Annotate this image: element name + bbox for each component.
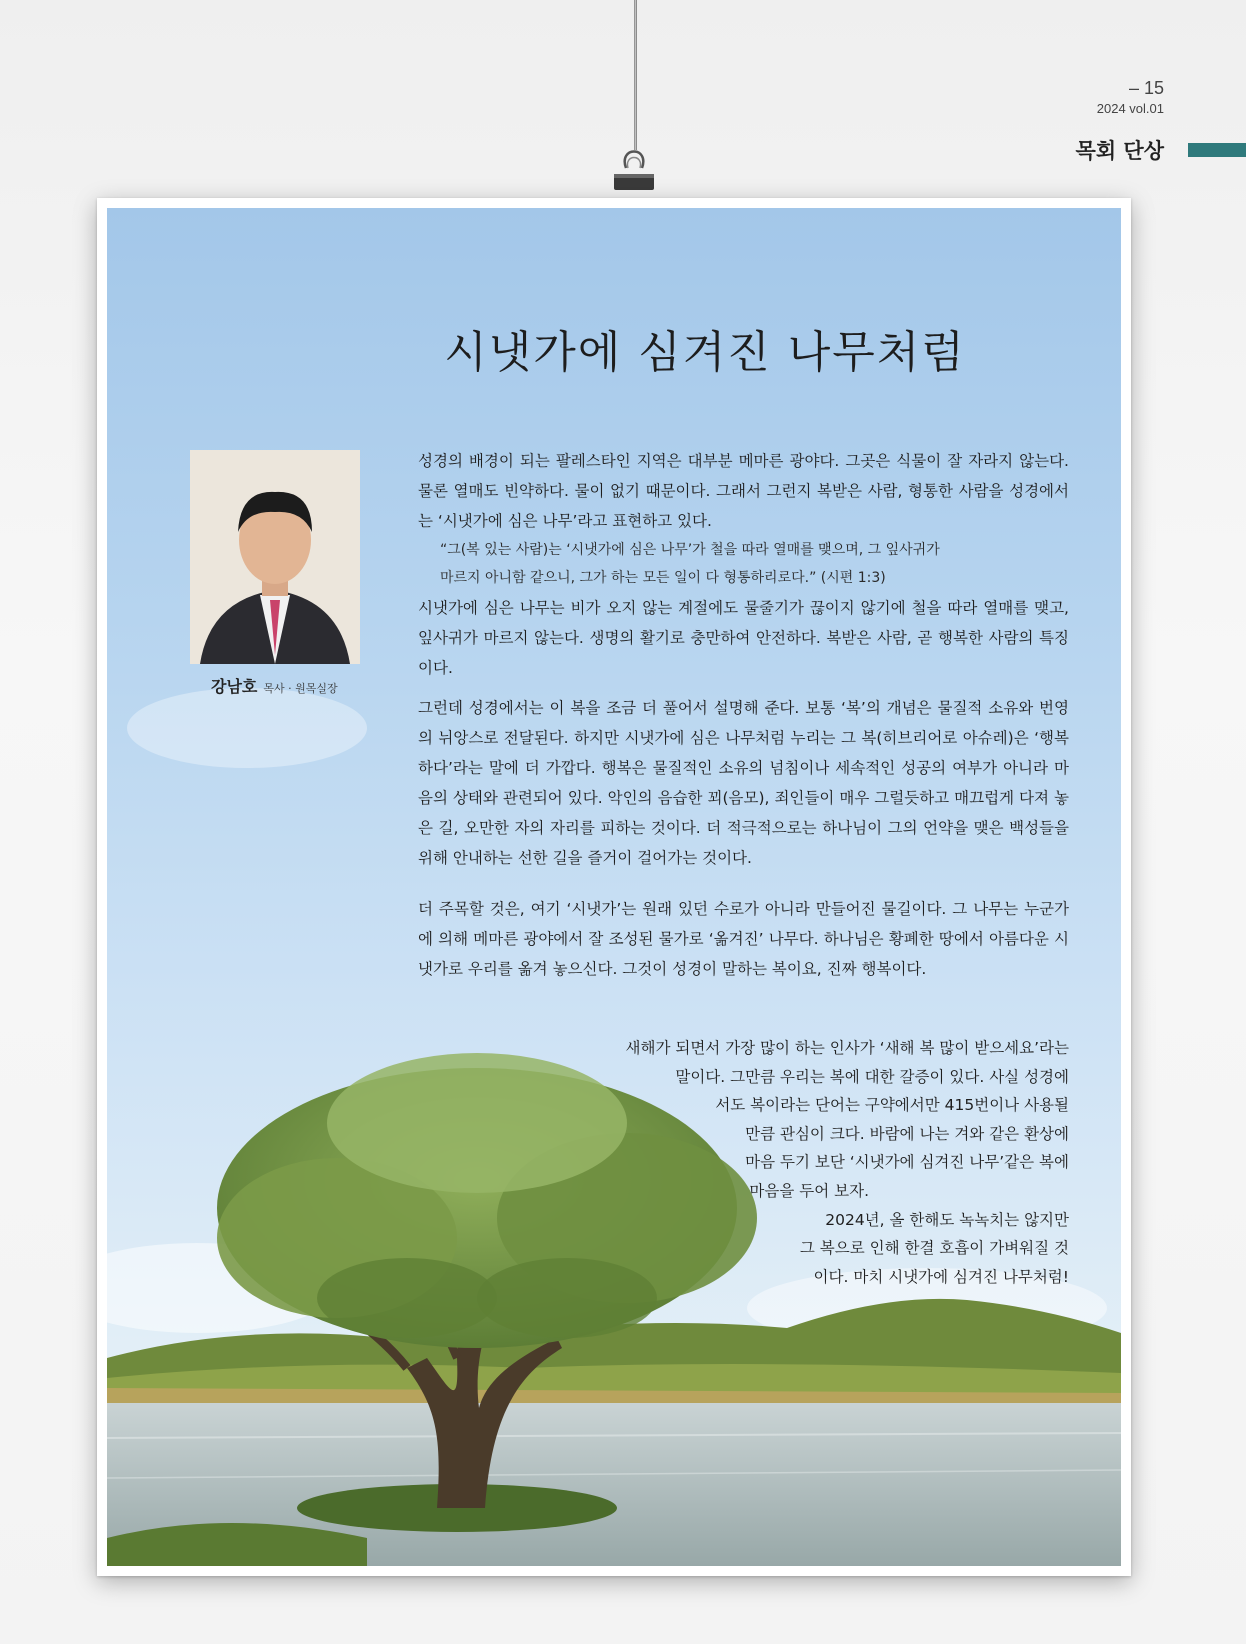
closing-line: 마음을 두어 보자. bbox=[749, 1181, 869, 1200]
author-name: 강남호 bbox=[211, 677, 258, 696]
closing-line: 새해가 되면서 가장 많이 하는 인사가 ‘새해 복 많이 받으세요’라는 bbox=[625, 1039, 1069, 1057]
author-caption bbox=[211, 674, 338, 697]
quote-line-1: “그(복 있는 사람)는 ‘시냇가에 심은 나무’가 철을 따라 열매를 맺으며, 그 잎사귀가 bbox=[440, 542, 940, 558]
closing-line: 그 복으로 인해 한결 호흡이 가벼워질 것 bbox=[799, 1239, 1069, 1258]
paragraph-3: 그런데 성경에서는 이 복을 조금 더 풀어서 설명해 준다. 보통 ‘복’의 개념은 물질적 소유와 번영의 뉘앙스로 전달된다. 하지만 시냇가에 심은 나무처럼 누리는 그 복(히브리어로 아슈레)은 ‘행복하다’라는 말에 더 가깝다. 행복은 물질적인 소유의 넘침이나 세속적인 성공의 여부가 아니라 마음의 상태와 관련되어 있다. 악인의 음습한 꾀(음모), 죄인들이 매우 그럴듯하고 매끄럽게 다져 놓은 길, 오만한 자의 자리를 피하는 것이다. 더 적극적으로는 하나님이 그의 언약을 맺은 백성들을 위해 안내하는 선한 길을 즐거이 걸어가는 것이다. bbox=[418, 699, 1069, 867]
section-accent-bar bbox=[1188, 143, 1246, 157]
author-photo bbox=[190, 450, 360, 664]
closing-line: 마음 두기 보단 ‘시냇가에 심겨진 나무’같은 복에 bbox=[745, 1153, 1069, 1172]
author-role: 목사 · 원목실장 bbox=[263, 682, 338, 695]
paragraph-2: 시냇가에 심은 나무는 비가 오지 않는 계절에도 물줄기가 끊이지 않기에 철을 따라 열매를 맺고, 잎사귀가 마르지 않는다. 생명의 활기로 충만하여 안전하다. 복받은 사람, 곧 행복한 사람의 특징이다. bbox=[418, 599, 1069, 677]
closing-line: 서도 복이라는 단어는 구약에서만 415번이나 사용될 bbox=[715, 1096, 1069, 1115]
article-title: 시냇가에 심겨진 나무처럼 bbox=[444, 327, 966, 378]
bible-quote bbox=[440, 536, 1069, 592]
closing-line: 만큼 관심이 크다. 바람에 나는 겨와 같은 환상에 bbox=[745, 1124, 1069, 1143]
binder-clip-icon bbox=[604, 140, 664, 200]
poster-frame bbox=[97, 198, 1131, 1576]
page-number: – 15 bbox=[1128, 78, 1164, 98]
closing-line: 2024년, 올 한해도 녹녹치는 않지만 bbox=[825, 1210, 1069, 1229]
paragraph-4: 더 주목할 것은, 여기 ‘시냇가’는 원래 있던 수로가 아니라 만들어진 물길이다. 그 나무는 누군가에 의해 메마른 광야에서 잘 조성된 물가로 ‘옮겨진’ 나무다. 하나님은 황폐한 땅에서 아름다운 시냇가로 우리를 옮겨 놓으신다. 그것이 성경이 말하는 복이요, 진짜 행복이다. bbox=[418, 900, 1069, 978]
closing-paragraph bbox=[418, 1034, 1069, 1291]
quote-line-2: 마르지 아니함 같으니, 그가 하는 모든 일이 다 형통하리로다.” (시편 1:3) bbox=[440, 570, 886, 586]
issue-label: 2024 vol.01 bbox=[1096, 101, 1164, 116]
section-title: 목회 단상 bbox=[1075, 139, 1164, 163]
poster bbox=[107, 208, 1121, 1566]
tree-landscape-illustration bbox=[107, 208, 1121, 1566]
paragraph-1: 성경의 배경이 되는 팔레스타인 지역은 대부분 메마른 광야다. 그곳은 식물이 잘 자라지 않는다. 물론 열매도 빈약하다. 물이 없기 때문이다. 그래서 그런지 복받은 사람, 형통한 사람을 성경에서는 ‘시냇가에 심은 나무’라고 표현하고 있다. bbox=[418, 452, 1069, 530]
closing-line: 말이다. 그만큼 우리는 복에 대한 갈증이 있다. 사실 성경에 bbox=[675, 1067, 1069, 1086]
hanging-wire bbox=[634, 0, 637, 150]
closing-line: 이다. 마치 시냇가에 심겨진 나무처럼! bbox=[813, 1267, 1069, 1286]
